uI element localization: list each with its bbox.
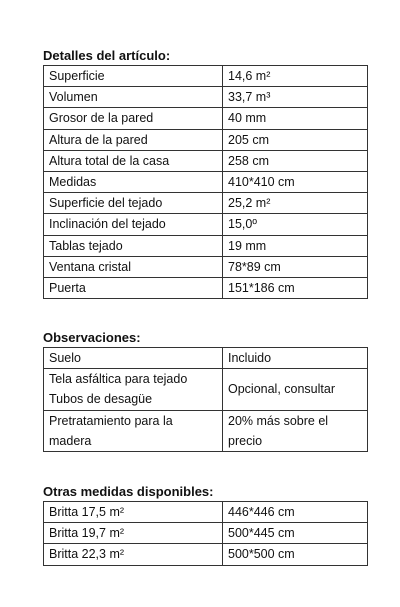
row-value: 40 mm [223, 108, 368, 129]
table-row [44, 523, 368, 544]
table-row [44, 172, 368, 193]
row-label: Inclinación del tejado [44, 214, 223, 235]
details-title: Detalles del artículo: [43, 48, 171, 63]
table-row [44, 214, 368, 235]
table-row [44, 87, 368, 108]
other-sizes-section [43, 484, 360, 566]
row-value: 20% más sobre el precio [223, 410, 368, 451]
table-row [44, 348, 368, 369]
row-label: Altura de la pared [44, 129, 223, 150]
row-value: 500*445 cm [223, 523, 368, 544]
row-value: Incluido [223, 348, 368, 369]
row-label: Medidas [44, 172, 223, 193]
row-label: Britta 17,5 m² [44, 502, 223, 523]
table-row [44, 278, 368, 299]
row-label: Altura total de la casa [44, 150, 223, 171]
table-row [44, 544, 368, 565]
row-label: Grosor de la pared [44, 108, 223, 129]
other-sizes-table [43, 501, 368, 566]
table-row [44, 235, 368, 256]
row-value: 14,6 m² [223, 66, 368, 87]
row-label: Superficie [44, 66, 223, 87]
table-row [44, 369, 368, 410]
row-value: Opcional, consultar [223, 369, 368, 410]
details-section [43, 48, 360, 299]
row-value: 446*446 cm [223, 502, 368, 523]
details-table [43, 65, 368, 299]
table-row [44, 150, 368, 171]
row-value: 151*186 cm [223, 278, 368, 299]
other-sizes-title: Otras medidas disponibles: [43, 484, 214, 499]
row-value: 410*410 cm [223, 172, 368, 193]
row-value: 500*500 cm [223, 544, 368, 565]
observations-title: Observaciones: [43, 330, 141, 345]
row-label: Suelo [44, 348, 223, 369]
table-row [44, 193, 368, 214]
table-row [44, 502, 368, 523]
row-label: Britta 22,3 m² [44, 544, 223, 565]
row-label: Britta 19,7 m² [44, 523, 223, 544]
row-label: Superficie del tejado [44, 193, 223, 214]
table-row [44, 108, 368, 129]
row-value: 19 mm [223, 235, 368, 256]
row-label: Volumen [44, 87, 223, 108]
row-value: 25,2 m² [223, 193, 368, 214]
table-row [44, 256, 368, 277]
row-label: Pretratamiento para la madera [44, 410, 223, 451]
row-label: Puerta [44, 278, 223, 299]
row-value: 78*89 cm [223, 256, 368, 277]
row-label: Tela asfáltica para tejado Tubos de desagüe [44, 369, 223, 410]
row-value: 205 cm [223, 129, 368, 150]
row-value: 258 cm [223, 150, 368, 171]
row-label: Ventana cristal [44, 256, 223, 277]
row-label: Tablas tejado [44, 235, 223, 256]
table-row [44, 66, 368, 87]
observations-section [43, 330, 360, 452]
row-value: 33,7 m³ [223, 87, 368, 108]
table-row [44, 129, 368, 150]
row-value: 15,0º [223, 214, 368, 235]
observations-table [43, 347, 368, 452]
table-row [44, 410, 368, 451]
